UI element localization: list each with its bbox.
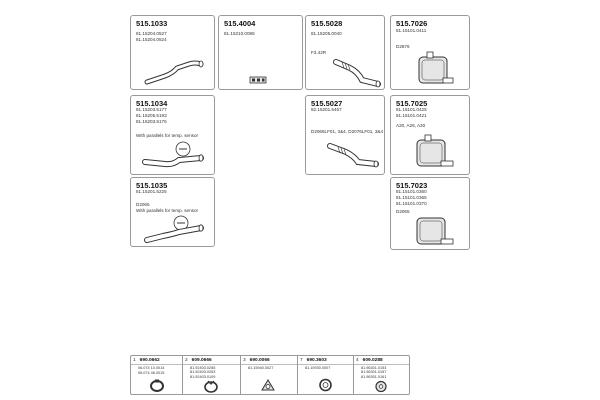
gasket-icon (259, 378, 277, 392)
v-band-clamp-icon (203, 380, 219, 393)
oem-number: 81.15101.0425 (396, 107, 427, 112)
oem-number: 81.15204.0527 (136, 31, 167, 36)
small-connector-icon (249, 76, 267, 84)
accessory-header (243, 358, 270, 363)
accessory-header (300, 358, 327, 363)
oem-number: 81.15940.0027 (248, 366, 274, 370)
muffler-icon (413, 51, 455, 89)
part-card-515-1035[interactable] (130, 177, 215, 247)
accessory-cell[interactable] (240, 356, 297, 394)
part-card-515-5028[interactable] (305, 15, 385, 90)
accessory-number: 690.0662 (139, 358, 160, 363)
oem-number: 06.074 10.0014 (138, 366, 165, 370)
oem-number: 81.15930.0007 (305, 366, 331, 370)
part-card-515-5027[interactable] (305, 95, 385, 175)
accessory-header (133, 358, 160, 363)
accessory-header (356, 358, 383, 363)
oem-number: 81.96301.0161 (361, 374, 387, 379)
oem-number: 81.15101.0411 (396, 28, 427, 33)
part-card-515-1033[interactable] (130, 15, 215, 90)
accessory-number: 690.3603 (306, 358, 327, 363)
accessory-header (185, 358, 212, 363)
part-number: 515.1033 (136, 19, 168, 28)
oem-number: 81.96301.0153 (361, 365, 387, 370)
part-card-515-1034[interactable] (130, 95, 215, 175)
accessory-cell[interactable] (297, 356, 353, 394)
engine-note: A20, A26, A30 (396, 123, 426, 128)
oem-number: 81.15101.0421 (396, 113, 427, 118)
sensor-note: With parallels for temp. sensor (136, 133, 199, 138)
part-number: 515.7026 (396, 19, 428, 28)
divider (298, 364, 353, 365)
oem-number: 81.92403.0263 (190, 370, 216, 374)
part-number: 515.5027 (311, 99, 343, 108)
sensor-note: With parallels for temp. sensor (136, 208, 199, 213)
clamp-ring-icon (149, 379, 165, 392)
accessory-number: 609.0666 (191, 358, 212, 363)
oem-number: 81.15201.5225 (136, 189, 167, 194)
accessory-index: 3 (243, 358, 246, 363)
part-number: 515.7023 (396, 181, 428, 190)
hanger-rubber-icon (374, 380, 388, 393)
oem-number: 81.15205.5193 (136, 113, 167, 118)
part-number: 515.1034 (136, 99, 168, 108)
accessories-table (130, 355, 410, 395)
divider (241, 364, 297, 365)
oem-number: 81.96301.0157 (361, 370, 387, 374)
engine-note: D2066LF01, 3&4, D2076LF01, 3&4 (311, 129, 384, 134)
part-card-515-7026[interactable] (390, 15, 470, 90)
part-card-515-7023[interactable] (390, 177, 470, 250)
engine-note: D2065 (396, 209, 410, 214)
part-number: 515.7025 (396, 99, 428, 108)
muffler-icon (411, 134, 455, 172)
flange-ring-icon (318, 378, 333, 392)
accessory-cell[interactable] (131, 356, 182, 394)
part-number: 515.5028 (311, 19, 343, 28)
engine-note: D2065 (136, 202, 150, 207)
engine-note: F3.42R (311, 50, 327, 55)
flex-pipe-icon (326, 138, 382, 170)
engine-note: D2876 (396, 44, 410, 49)
oem-number: 81.15203.5177 (136, 107, 167, 112)
flex-pipe-icon (332, 56, 384, 88)
oem-number: 81.15203.5176 (136, 119, 167, 124)
oem-number: 06.074 46.0015 (138, 370, 165, 375)
divider (131, 364, 182, 365)
oem-number: 82.15201.5457 (311, 107, 342, 112)
accessory-number: 690.0066 (249, 358, 270, 363)
pipe-with-sensor-port-icon (141, 140, 211, 172)
part-number: 515.1035 (136, 181, 168, 190)
accessory-index: 7 (300, 358, 303, 363)
accessory-index: 2 (185, 358, 188, 363)
accessory-index: 4 (356, 358, 359, 363)
accessory-cell[interactable] (182, 356, 240, 394)
bent-pipe-icon (143, 58, 205, 86)
muffler-icon (411, 214, 455, 248)
part-number: 515.4004 (224, 19, 256, 28)
oem-number: 81.15210.0086 (224, 31, 255, 36)
oem-number: 81.15101.0370 (396, 201, 427, 206)
oem-number: 81.15101.0365 (396, 195, 427, 200)
accessory-cell[interactable] (353, 356, 409, 394)
oem-number: 81.15204.0524 (136, 37, 167, 42)
accessory-number: 609.0288 (362, 358, 383, 363)
oem-number: 81.92403.0265 (190, 365, 216, 370)
part-card-515-4004[interactable] (218, 15, 303, 90)
oem-number: 81.92403.0109 (190, 374, 216, 379)
oem-number: 81.15101.0360 (396, 189, 427, 194)
part-card-515-7025[interactable] (390, 95, 470, 175)
oem-number: 81.15205.0040 (311, 31, 342, 36)
pipe-with-sensor-port-icon (143, 214, 211, 246)
accessory-index: 1 (133, 358, 136, 363)
